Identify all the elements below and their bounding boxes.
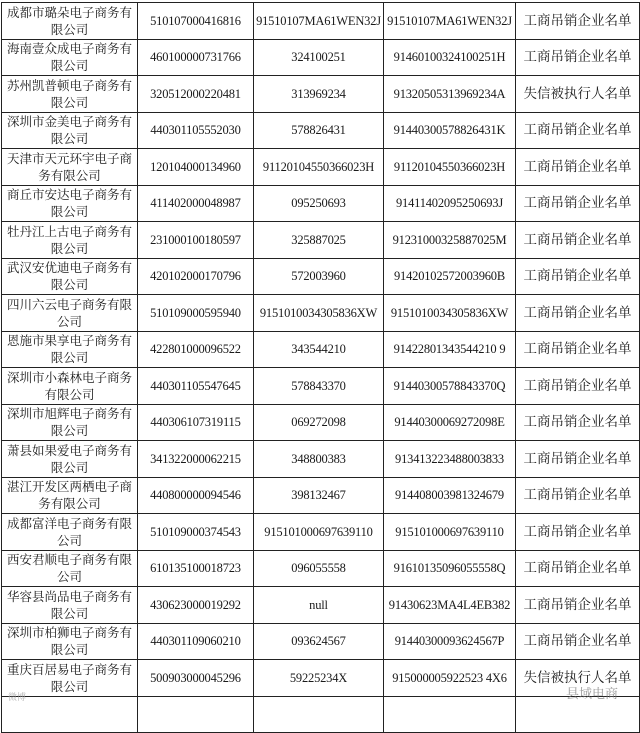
org-code-cell: 915101000697639110 — [254, 514, 384, 551]
table-row — [2, 331, 640, 368]
registration-number-cell: 430623000019292 — [138, 587, 254, 624]
list-status-cell: 失信被执行人名单 — [516, 76, 640, 113]
credit-code-cell: 91120104550366023H — [384, 149, 516, 186]
org-code-cell: 348800383 — [254, 441, 384, 478]
company-name-cell: 成都市璐朵电子商务有限公司 — [2, 3, 138, 40]
org-code-cell: 325887025 — [254, 222, 384, 259]
credit-code-cell: 91440300093624567P — [384, 623, 516, 660]
credit-code-cell: 913413223488003833 — [384, 441, 516, 478]
list-status-cell: 失信被执行人名单 — [516, 660, 640, 697]
company-name-cell: 深圳市柏狮电子商务有限公司 — [2, 623, 138, 660]
list-status-cell: 工商吊销企业名单 — [516, 39, 640, 76]
credit-code-cell: 91420102572003960B — [384, 258, 516, 295]
table-row — [2, 258, 640, 295]
credit-code-cell: 91430623MA4L4EB382 — [384, 587, 516, 624]
table-row — [2, 368, 640, 405]
table-row-partial — [2, 696, 640, 733]
table-row — [2, 76, 640, 113]
table-row — [2, 623, 640, 660]
org-code-cell: 324100251 — [254, 39, 384, 76]
company-name-cell: 海南壹众成电子商务有限公司 — [2, 39, 138, 76]
company-name-cell: 西安君顺电子商务有限公司 — [2, 550, 138, 587]
registration-number-cell: 440301109060210 — [138, 623, 254, 660]
company-name-cell: 华容县尚品电子商务有限公司 — [2, 587, 138, 624]
list-status-cell: 工商吊销企业名单 — [516, 258, 640, 295]
org-code-cell: 313969234 — [254, 76, 384, 113]
company-name-cell: 湛江开发区两栖电子商务有限公司 — [2, 477, 138, 514]
registration-number-cell: 440306107319115 — [138, 404, 254, 441]
credit-code-cell: 9151010034305836XW — [384, 295, 516, 332]
credit-code-cell: 91440300578826431K — [384, 112, 516, 149]
registration-number-cell: 420102000170796 — [138, 258, 254, 295]
table-row — [2, 39, 640, 76]
registration-number-cell: 320512000220481 — [138, 76, 254, 113]
empty-cell — [138, 696, 254, 733]
table-row — [2, 441, 640, 478]
registration-number-cell: 460100000731766 — [138, 39, 254, 76]
company-name-cell: 重庆百居易电子商务有限公司 — [2, 660, 138, 697]
company-name-cell: 四川六云电子商务有限公司 — [2, 295, 138, 332]
list-status-cell: 工商吊销企业名单 — [516, 550, 640, 587]
watermark-left: 微博 — [8, 693, 27, 703]
org-code-cell: 096055558 — [254, 550, 384, 587]
org-code-cell: null — [254, 587, 384, 624]
list-status-cell: 工商吊销企业名单 — [516, 295, 640, 332]
company-name-cell: 萧县如果爱电子商务有限公司 — [2, 441, 138, 478]
credit-code-cell: 91440300069272098E — [384, 404, 516, 441]
credit-code-cell: 91460100324100251H — [384, 39, 516, 76]
table-row — [2, 185, 640, 222]
registration-number-cell: 411402000048987 — [138, 185, 254, 222]
credit-code-cell: 91422801343544210 9 — [384, 331, 516, 368]
list-status-cell: 工商吊销企业名单 — [516, 149, 640, 186]
company-name-cell: 深圳市金美电子商务有限公司 — [2, 112, 138, 149]
company-name-cell: 天津市天元环宇电子商务有限公司 — [2, 149, 138, 186]
table-row — [2, 660, 640, 697]
table-row — [2, 149, 640, 186]
list-status-cell: 工商吊销企业名单 — [516, 587, 640, 624]
empty-cell — [384, 696, 516, 733]
org-code-cell: 91120104550366023H — [254, 149, 384, 186]
company-name-cell: 恩施市果享电子商务有限公司 — [2, 331, 138, 368]
company-name-cell: 深圳市小森林电子商务有限公司 — [2, 368, 138, 405]
org-code-cell: 398132467 — [254, 477, 384, 514]
credit-code-cell: 91610135096055558Q — [384, 550, 516, 587]
org-code-cell: 91510107MA61WEN32J — [254, 3, 384, 40]
table-row — [2, 295, 640, 332]
list-status-cell: 工商吊销企业名单 — [516, 477, 640, 514]
registration-number-cell: 510109000595940 — [138, 295, 254, 332]
table-row — [2, 112, 640, 149]
org-code-cell: 59225234X — [254, 660, 384, 697]
list-status-cell: 工商吊销企业名单 — [516, 222, 640, 259]
registration-number-cell: 500903000045296 — [138, 660, 254, 697]
company-name-cell: 牡丹江上古电子商务有限公司 — [2, 222, 138, 259]
credit-code-cell: 91510107MA61WEN32J — [384, 3, 516, 40]
credit-code-cell: 914408003981324679 — [384, 477, 516, 514]
org-code-cell: 095250693 — [254, 185, 384, 222]
org-code-cell: 572003960 — [254, 258, 384, 295]
registration-number-cell: 610135100018723 — [138, 550, 254, 587]
list-status-cell: 工商吊销企业名单 — [516, 112, 640, 149]
list-status-cell: 工商吊销企业名单 — [516, 185, 640, 222]
company-name-cell: 苏州凯普顿电子商务有限公司 — [2, 76, 138, 113]
org-code-cell: 069272098 — [254, 404, 384, 441]
registration-number-cell: 510107000416816 — [138, 3, 254, 40]
org-code-cell: 093624567 — [254, 623, 384, 660]
company-name-cell: 武汉安优迪电子商务有限公司 — [2, 258, 138, 295]
registration-number-cell: 341322000062215 — [138, 441, 254, 478]
org-code-cell: 578826431 — [254, 112, 384, 149]
table-row — [2, 222, 640, 259]
registration-number-cell: 231000100180597 — [138, 222, 254, 259]
company-name-cell: 成都富洋电子商务有限公司 — [2, 514, 138, 551]
company-name-cell: 商丘市安达电子商务有限公司 — [2, 185, 138, 222]
credit-code-cell: 915101000697639110 — [384, 514, 516, 551]
credit-code-cell: 915000005922523 4X6 — [384, 660, 516, 697]
list-status-cell: 工商吊销企业名单 — [516, 368, 640, 405]
list-status-cell: 工商吊销企业名单 — [516, 331, 640, 368]
table-row — [2, 404, 640, 441]
list-status-cell: 工商吊销企业名单 — [516, 404, 640, 441]
credit-code-cell: 91231000325887025M — [384, 222, 516, 259]
table-row — [2, 514, 640, 551]
credit-code-cell: 91440300578843370Q — [384, 368, 516, 405]
credit-code-cell: 91411402095250693J — [384, 185, 516, 222]
watermark-right: 县域电商 — [565, 687, 618, 702]
credit-code-cell: 91320505313969234A — [384, 76, 516, 113]
list-status-cell: 工商吊销企业名单 — [516, 441, 640, 478]
registration-number-cell: 510109000374543 — [138, 514, 254, 551]
registration-number-cell: 120104000134960 — [138, 149, 254, 186]
org-code-cell: 578843370 — [254, 368, 384, 405]
empty-cell — [254, 696, 384, 733]
list-status-cell: 工商吊销企业名单 — [516, 623, 640, 660]
company-name-cell: 深圳市旭辉电子商务有限公司 — [2, 404, 138, 441]
table-row — [2, 550, 640, 587]
table-row — [2, 3, 640, 40]
registration-number-cell: 440800000094546 — [138, 477, 254, 514]
table-row — [2, 477, 640, 514]
org-code-cell: 9151010034305836XW — [254, 295, 384, 332]
company-table — [1, 2, 640, 733]
org-code-cell: 343544210 — [254, 331, 384, 368]
registration-number-cell: 440301105547645 — [138, 368, 254, 405]
table-row — [2, 587, 640, 624]
registration-number-cell: 422801000096522 — [138, 331, 254, 368]
registration-number-cell: 440301105552030 — [138, 112, 254, 149]
list-status-cell: 工商吊销企业名单 — [516, 3, 640, 40]
list-status-cell: 工商吊销企业名单 — [516, 514, 640, 551]
